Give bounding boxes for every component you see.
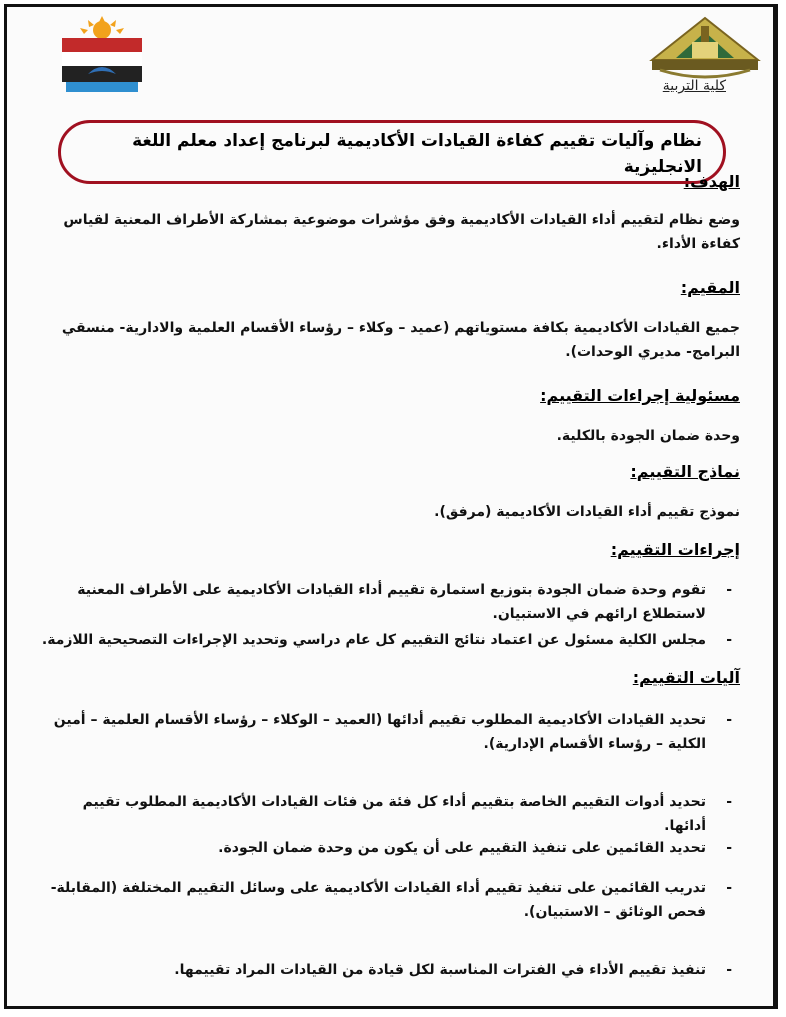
section-text-evaluated: جميع القيادات الأكاديمية بكافة مستوياتهم (عميد – وكلاء – رؤساء الأقسام العلمية والادارية- منسقي البرامج- مديري الوحدات). (61, 320, 740, 360)
list-item (40, 628, 740, 652)
bullet: - (726, 962, 732, 978)
list-item (40, 578, 740, 626)
section-heading-responsibility: مسئولية إجراءات التقييم: (540, 386, 740, 405)
section-heading-models: نماذج التقييم: (630, 462, 740, 481)
section-heading-procedures: إجراءات التقييم: (610, 540, 740, 559)
list-item (40, 708, 740, 756)
faculty-of-education-logo-icon (52, 16, 152, 94)
section-heading-goal: الهدف: (683, 172, 740, 191)
section-text-responsibility: وحدة ضمان الجودة بالكلية. (556, 428, 740, 444)
bullet: - (726, 582, 732, 598)
section-heading-mechanisms: آليات التقييم: (632, 668, 740, 687)
list-item (40, 790, 740, 838)
list-item (40, 836, 740, 860)
list-item (40, 876, 740, 924)
list-item-text: تحديد القائمين على تنفيذ التقييم على أن يكون من وحدة ضمان الجودة. (218, 840, 706, 856)
list-item-text: تحديد أدوات التقييم الخاصة بتقييم أداء كل فئة من فئات القيادات الأكاديمية المطلوب تقييم أدائها. (82, 794, 706, 834)
list-item-text: تقوم وحدة ضمان الجودة بتوزيع استمارة تقييم أداء القيادات الأكاديمية على الأطراف المعنية لاستطلاع ارائهم في الاستبيان. (77, 582, 706, 622)
bullet: - (726, 880, 732, 896)
section-text-models: نموذج تقييم أداء القيادات الأكاديمية (مرفق). (434, 504, 740, 520)
bullet: - (726, 794, 732, 810)
list-item-text: تنفيذ تقييم الأداء في الفترات المناسبة لكل قيادة من القيادات المراد تقييمها. (174, 962, 706, 978)
university-logo-icon (646, 12, 764, 80)
bullet: - (726, 632, 732, 648)
bullet: - (726, 840, 732, 856)
document-title: نظام وآليات تقييم كفاءة القيادات الأكاديمية لبرنامج إعداد معلم اللغة الانجليزية (132, 131, 702, 177)
college-name: كلية التربية (662, 78, 726, 94)
list-item-text: مجلس الكلية مسئول عن اعتماد نتائج التقييم كل عام دراسي وتحديد الإجراءات التصحيحية اللازمة. (41, 632, 706, 648)
bullet: - (726, 712, 732, 728)
list-item-text: تحديد القيادات الأكاديمية المطلوب تقييم أدائها (العميد – الوكلاء – رؤساء الأقسام العلمية – أمين الكلية – رؤساء الأقسام الإدارية). (53, 712, 706, 752)
list-item-text: تدريب القائمين على تنفيذ تقييم أداء القيادات الأكاديمية على وسائل التقييم المختلفة (المقابلة- فحص الوثائق – الاستبيان). (50, 880, 706, 920)
section-heading-evaluated: المقيم: (680, 278, 740, 297)
section-text-goal: وضع نظام لتقييم أداء القيادات الأكاديمية وفق مؤشرات موضوعية بمشاركة الأطراف المعنية لقياس كفاءة الأداء. (63, 212, 740, 252)
list-item (40, 958, 740, 982)
